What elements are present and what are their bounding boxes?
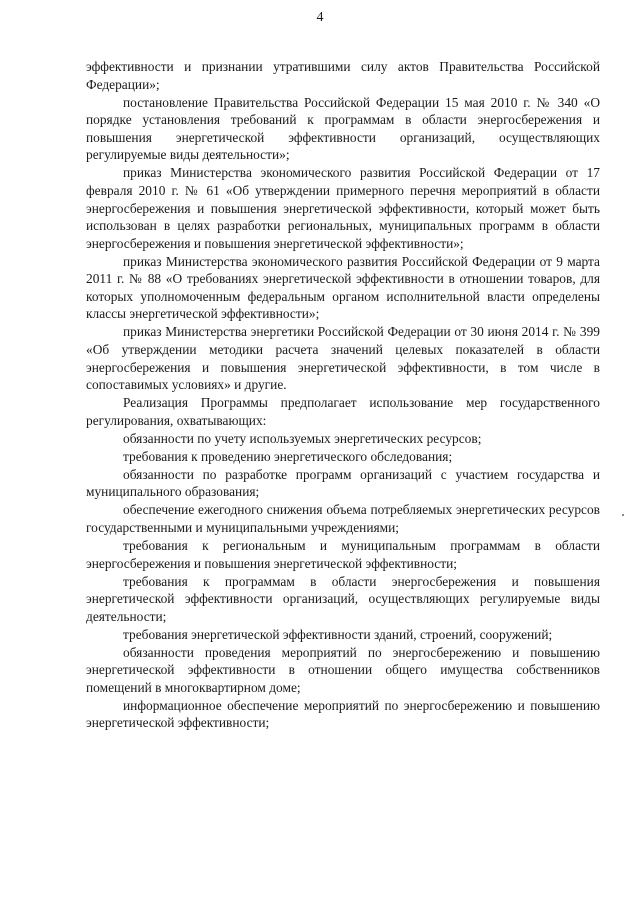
paragraph-order-399: приказ Министерства энергетики Российской Федерации от 30 июня 2014 г. № 399 «Об утверждении методики расчета значений целевых показателей в области энергосбережения и повышения энергетической эффективности, в том числе в сопоставимых условиях» и другие. [86, 324, 600, 393]
list-item: требования к проведению энергетического обследования; [123, 448, 453, 464]
paragraph-order-88: приказ Министерства экономического развития Российской Федерации от 9 марта 2011 г. № 88 «О требованиях энергетической эффективности в отношении товаров, для которых уполномоченным федеральным органом исполнительной власти определены классы энергетической эффективности»; [86, 253, 600, 322]
list-item: требования к программам в области энергосбережения и повышения энергетической эффективности организаций, осуществляющих регулируемые виды деятельности; [86, 573, 600, 624]
paragraph-order-61: приказ Министерства экономического развития Российской Федерации от 17 февраля 2010 г. № 61 «Об утверждении примерного перечня мероприятий в области энергосбережения и повышения энергетической эффективности, который может быть использован в целях разработки региональных, муниципальных программ в области энергосбережения и повышения энергетической эффективности»; [86, 165, 600, 251]
list-item: обязанности по учету используемых энергетических ресурсов; [123, 430, 482, 446]
list-item: требования к региональным и муниципальным программам в области энергосбережения и повышения энергетической эффективности; [86, 537, 600, 571]
paragraph-program-implementation: Реализация Программы предполагает использование мер государственного регулирования, охватывающих: [86, 395, 600, 428]
page-number: 4 [316, 10, 324, 25]
scan-mark [622, 514, 624, 516]
list-item: требования энергетической эффективности зданий, строений, сооружений; [123, 626, 553, 642]
list-item: обеспечение ежегодного снижения объема потребляемых энергетических ресурсов государственными и муниципальными учреждениями; [86, 502, 600, 535]
paragraph-government-decree-340: постановление Правительства Российской Федерации 15 мая 2010 г. № 340 «О порядке установления требований к программам в области энергосбережения и повышения энергетической эффективности организаций, осуществляющих регулируемые виды деятельности»; [86, 94, 600, 163]
list-item: обязанности проведения мероприятий по энергосбережению и повышению энергетической эффективности в отношении общего имущества собственников помещений в многоквартирном доме; [86, 644, 600, 695]
paragraph-continuation: эффективности и признании утратившими силу актов Правительства Российской Федерации»; [86, 59, 600, 92]
list-item: обязанности по разработке программ организаций с участием государства и муниципального образования; [86, 466, 600, 500]
list-item: информационное обеспечение мероприятий по энергосбережению и повышению энергетической эффективности; [86, 697, 600, 731]
document-body [86, 58, 600, 732]
